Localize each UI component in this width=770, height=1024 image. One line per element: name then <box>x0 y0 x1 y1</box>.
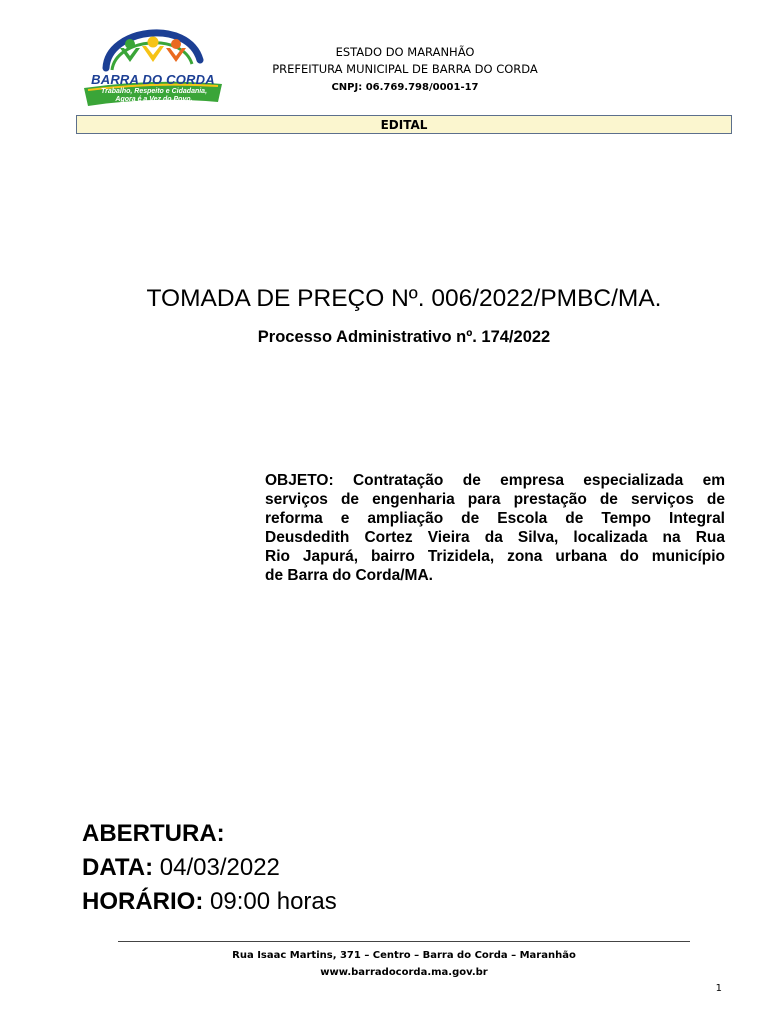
logo-slogan <box>84 88 224 104</box>
opening-date <box>82 851 337 885</box>
objeto-line: OBJETO: Contratação de empresa especializada em <box>265 472 725 489</box>
footer-website: www.barradocorda.ma.gov.br <box>320 967 488 978</box>
objeto-line: serviços de engenharia para prestação de serviços de <box>265 491 725 508</box>
page-title: TOMADA DE PREÇO Nº. 006/2022/PMBC/MA. <box>146 285 662 312</box>
objeto-line: Rio Japurá, bairro Trizidela, zona urbana do município <box>265 548 725 565</box>
objeto-line: reforma e ampliação de Escola de Tempo Integral <box>265 510 725 527</box>
objeto-line: de Barra do Corda/MA. <box>265 567 433 584</box>
header-cnpj: CNPJ: 06.769.798/0001-17 <box>331 82 479 93</box>
header-state: ESTADO DO MARANHÃO <box>335 45 475 59</box>
opening-heading: ABERTURA: <box>82 820 225 847</box>
time-label: HORÁRIO: <box>82 888 204 915</box>
header-prefecture: PREFEITURA MUNICIPAL DE BARRA DO CORDA <box>272 62 538 76</box>
footer-address: Rua Isaac Martins, 371 – Centro – Barra do Corda – Maranhão <box>232 950 576 961</box>
objeto-line: Deusdedith Cortez Vieira da Silva, localizada na Rua <box>265 529 725 546</box>
date-value: 04/03/2022 <box>159 854 280 881</box>
objeto-paragraph <box>265 471 725 585</box>
footer-divider <box>118 941 690 942</box>
edital-banner: EDITAL <box>76 115 732 134</box>
document-footer <box>150 947 658 981</box>
document-header <box>230 44 580 96</box>
logo-slogan-line1: Trabalho, Respeito e Cidadania, <box>100 88 208 95</box>
opening-info <box>82 817 337 919</box>
municipality-logo <box>78 18 228 106</box>
page-number: 1 <box>715 983 722 994</box>
logo-slogan-line2: Agora é a Vez do Povo. <box>115 96 193 103</box>
time-value: 09:00 horas <box>210 888 337 915</box>
opening-time <box>82 885 337 919</box>
logo-name: BARRA DO CORDA <box>91 72 215 87</box>
process-subtitle: Processo Administrativo nº. 174/2022 <box>257 328 551 346</box>
date-label: DATA: <box>82 854 154 881</box>
